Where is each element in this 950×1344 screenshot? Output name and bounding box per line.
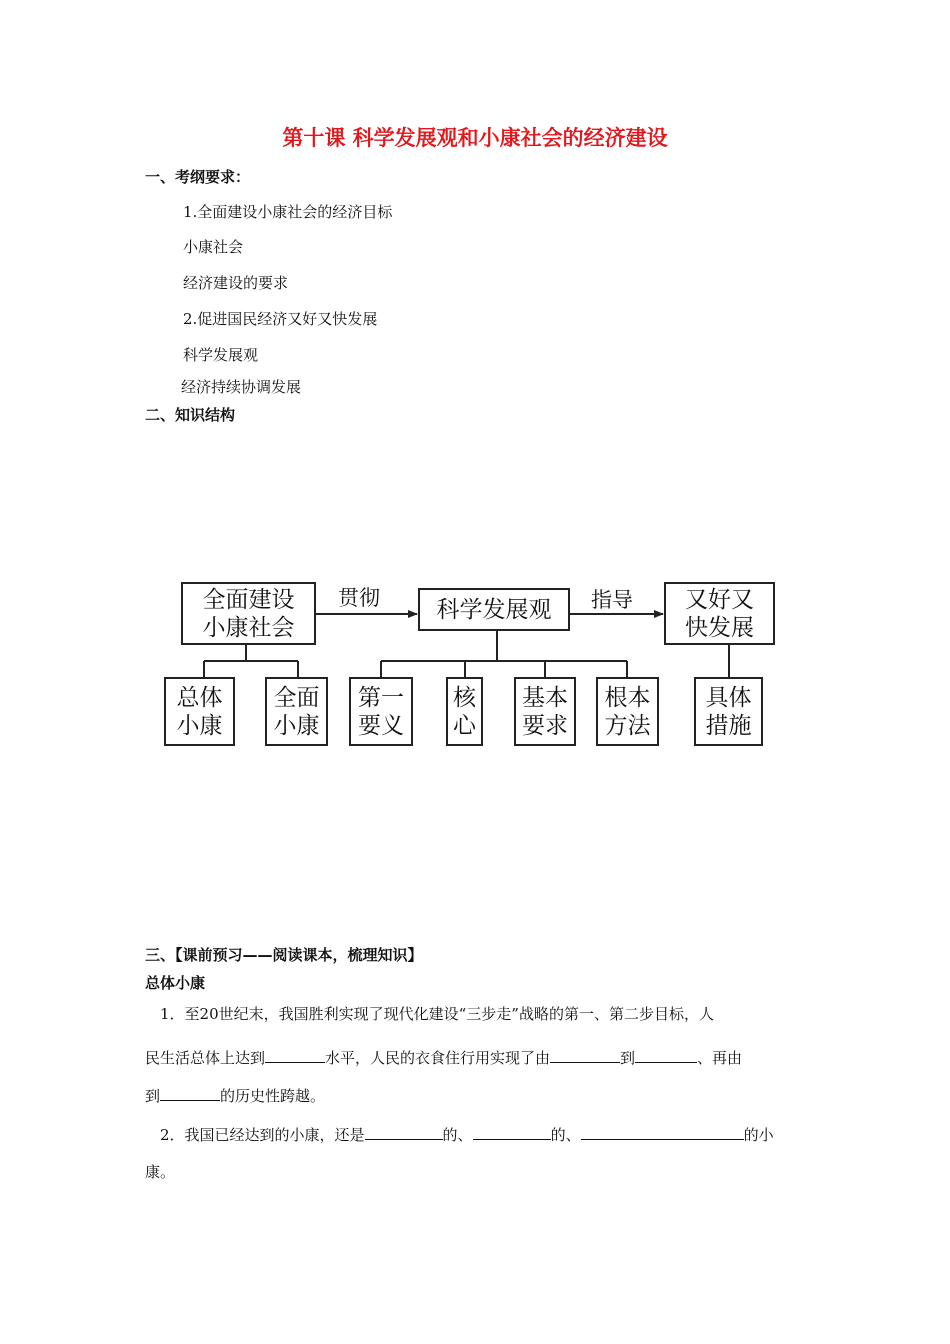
question-text: 的、: [442, 1126, 473, 1144]
question-2-line-2: 康。: [145, 1163, 176, 1181]
question-1-line-2: [145, 1046, 742, 1068]
answer-blank[interactable]: [473, 1123, 551, 1140]
box-specific-measures: 具体 措施: [694, 677, 763, 746]
question-text: 、再由: [697, 1049, 743, 1067]
requirement-item: 科学发展观: [183, 346, 259, 364]
question-text: 的小: [743, 1126, 774, 1144]
question-1-line-3: [145, 1084, 325, 1106]
question-text: 民生活总体上达到: [145, 1049, 266, 1067]
requirement-item: 小康社会: [183, 238, 244, 256]
subheading-overall-xiaokang: 总体小康: [145, 974, 206, 992]
answer-blank[interactable]: [635, 1046, 697, 1063]
question-text: 到: [145, 1087, 161, 1105]
question-text: 的历史性跨越。: [220, 1087, 326, 1105]
question-1-line-1: 1．至20世纪末，我国胜利实现了现代化建设“三步走”战略的第一、第二步目标，人: [160, 1005, 714, 1023]
page-title: 第十课 科学发展观和小康社会的经济建设: [282, 126, 668, 150]
answer-blank[interactable]: [365, 1123, 443, 1140]
requirement-item: 经济持续协调发展: [181, 378, 302, 396]
answer-blank[interactable]: [160, 1084, 220, 1101]
requirement-item: 经济建设的要求: [183, 274, 289, 292]
box-good-fast-development: 又好又 快发展: [664, 582, 775, 645]
arrow-label-guide: 指导: [591, 588, 633, 612]
box-core: 核 心: [446, 677, 483, 746]
box-overall-xiaokang: 总体 小康: [164, 677, 235, 746]
box-scientific-development: 科学发展观: [418, 588, 570, 631]
question-text: 2．我国已经达到的小康，还是: [160, 1126, 365, 1144]
section-heading-structure: 二、知识结构: [145, 406, 236, 424]
answer-blank[interactable]: [265, 1046, 325, 1063]
box-basic-requirement: 基本 要求: [514, 677, 576, 746]
question-text: 的、: [550, 1126, 581, 1144]
box-comprehensive-xiaokang: 全面 小康: [265, 677, 328, 746]
answer-blank[interactable]: [550, 1046, 620, 1063]
section-heading-requirements: 一、考纲要求：: [145, 168, 251, 186]
arrow-label-implement: 贯彻: [338, 586, 380, 610]
box-first-essence: 第一 要义: [349, 677, 413, 746]
question-2-line-1: [160, 1123, 774, 1145]
box-fundamental-method: 根本 方法: [596, 677, 659, 746]
answer-blank[interactable]: [581, 1123, 744, 1140]
question-text: 水平，人民的衣食住行用实现了由: [325, 1049, 551, 1067]
requirement-item: 1.全面建设小康社会的经济目标: [183, 203, 393, 221]
requirement-item: 2.促进国民经济又好又快发展: [183, 310, 378, 328]
knowledge-structure-diagram: [142, 572, 787, 750]
box-xiaokang-society: 全面建设 小康社会: [181, 582, 316, 645]
question-text: 到: [620, 1049, 636, 1067]
section-heading-preview: 三、【课前预习——阅读课本，梳理知识】: [145, 946, 423, 964]
